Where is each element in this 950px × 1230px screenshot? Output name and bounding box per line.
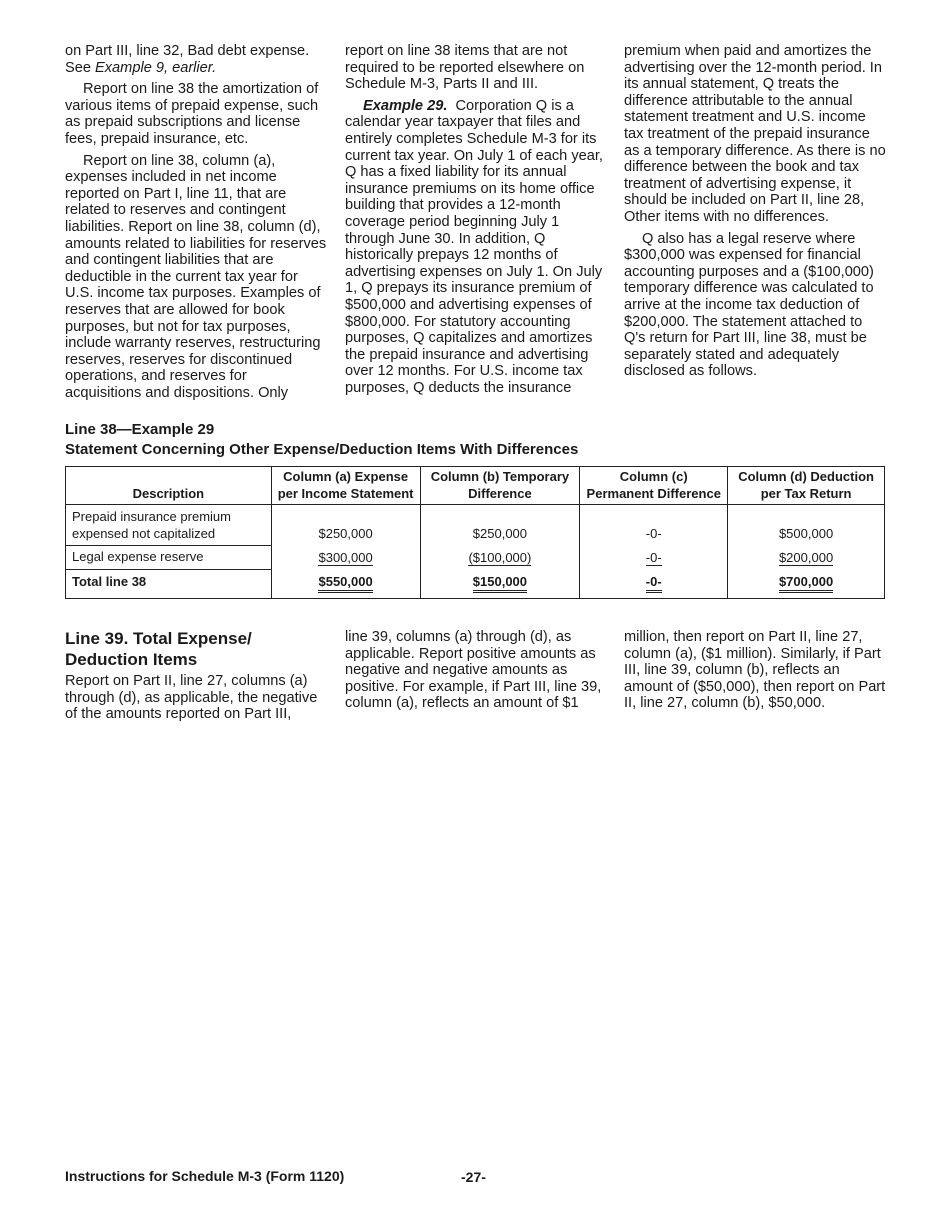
page-number: -27- bbox=[461, 1169, 486, 1185]
col2-paragraph-1: report on line 38 items that are not required to be reported elsewhere on Schedule M-3, Parts II and III. bbox=[345, 43, 585, 93]
header-column-b: Column (b) Temporary Difference bbox=[420, 467, 580, 505]
table-heading-line-1: Line 38—Example 29 bbox=[65, 421, 215, 438]
total-value-c: -0- bbox=[580, 569, 728, 599]
header-column-d: Column (d) Deduction per Tax Return bbox=[728, 467, 885, 505]
example-reference: Example 9, earlier. bbox=[95, 59, 217, 76]
row-value-c: -0- bbox=[580, 505, 728, 546]
table-heading bbox=[65, 420, 578, 460]
total-value-d: $700,000 bbox=[728, 569, 885, 599]
row-description: Prepaid insurance premium expensed not capitalized bbox=[66, 505, 272, 546]
col3-paragraph-2: Q also has a legal reserve where $300,000 was expensed for financial accounting purposes and a ($100,000) temporary difference was calculated to arrive at the income tax deduction of $200,000. The statement attached to Q's return for Part III, line 38, must be separately stated and adequately disclosed as follows. bbox=[624, 230, 874, 380]
footer-title: Instructions for Schedule M-3 (Form 1120) bbox=[65, 1168, 345, 1184]
total-value-b: $150,000 bbox=[420, 569, 580, 599]
row-value-a: $250,000 bbox=[271, 505, 420, 546]
header-column-a: Column (a) Expense per Income Statement bbox=[271, 467, 420, 505]
total-description: Total line 38 bbox=[66, 569, 272, 599]
line-39-heading: Line 39. Total Expense/ Deduction Items bbox=[65, 629, 252, 669]
line-39-text-column-2: line 39, columns (a) through (d), as applicable. Report positive amounts as negative and negative amounts as positive. For example, if Part III, line 39, column (a), reflects an amount of $1 bbox=[345, 629, 602, 712]
text-column-2 bbox=[345, 43, 607, 396]
text-column-3 bbox=[624, 43, 886, 380]
table-row bbox=[66, 505, 885, 546]
header-description: Description bbox=[66, 467, 272, 505]
header-column-c: Column (c) Permanent Difference bbox=[580, 467, 728, 505]
row-value-d: $200,000 bbox=[728, 546, 885, 570]
statement-table bbox=[65, 466, 885, 599]
row-value-d: $500,000 bbox=[728, 505, 885, 546]
table-heading-line-2: Statement Concerning Other Expense/Deduction Items With Differences bbox=[65, 441, 579, 458]
col1-paragraph-3: Report on line 38, column (a), expenses included in net income reported on Part I, line 11, that are related to reserves and contingent liabilities. Report on line 38, column (d), amounts related to liabilities for reserves and contingent liabilities that are deductible in the current tax year for U.S. income tax purposes. Examples of reserves that are allowed for book purposes, but not for tax purposes, include warranty reserves, restructuring reserves, reserves for discontinued operations, and reserves for acquisitions and dispositions. Only bbox=[65, 152, 327, 401]
row-value-b: $250,000 bbox=[420, 505, 580, 546]
table-row bbox=[66, 546, 885, 570]
col1-paragraph-2: Report on line 38 the amortization of various items of prepaid expense, such as prepaid subscriptions and license fees, prepaid insurance, etc. bbox=[65, 81, 319, 147]
line-39-text-column-1: Report on Part II, line 27, columns (a) through (d), as applicable, the negative of the amounts reported on Part III, bbox=[65, 673, 318, 723]
text-column-1 bbox=[65, 43, 327, 401]
line-39-text-column-3: million, then report on Part II, line 27, column (a), ($1 million). Similarly, if Part III, line 39, column (b), reflects an amount of ($50,000), then report on Part II, line 27, column (b), $50,000. bbox=[624, 629, 886, 712]
table-total-row bbox=[66, 569, 885, 599]
row-value-c: -0- bbox=[580, 546, 728, 570]
example-29-paragraph: Example 29. Corporation Q is a calendar year taxpayer that files and entirely completes Schedule M-3 for its current tax year. On July 1 of each year, Q has a fixed liability for its annual insurance premiums on its home office building that provides a 12-month coverage period beginning July 1 through June 30. In addition, Q historically prepays 12 months of advertising expenses on July 1. On July 1, Q prepays its insurance premium of $500,000 and advertising expenses of $800,000. For statutory accounting purposes, Q capitalizes and amortizes the prepaid insurance and advertising over 12 months. For U.S. income tax purposes, Q deducts the insurance bbox=[345, 97, 603, 396]
row-description: Legal expense reserve bbox=[66, 546, 272, 570]
row-value-b: ($100,000) bbox=[420, 546, 580, 570]
table-header-row bbox=[66, 467, 885, 505]
col3-paragraph-1: premium when paid and amortizes the advertising over the 12-month period. In its annual statement, Q treats the difference attributable to the annual statement treatment and U.S. income tax treatment of the prepaid insurance as a temporary difference. As there is no difference between the book and tax treatment of advertising expense, it should be included on Part II, line 28, Other items with no differences. bbox=[624, 43, 886, 225]
total-value-a: $550,000 bbox=[271, 569, 420, 599]
row-value-a: $300,000 bbox=[271, 546, 420, 570]
example-label: Example 29. bbox=[363, 97, 448, 114]
col1-paragraph-1: on Part III, line 32, Bad debt expense. See Example 9, earlier. bbox=[65, 43, 310, 76]
